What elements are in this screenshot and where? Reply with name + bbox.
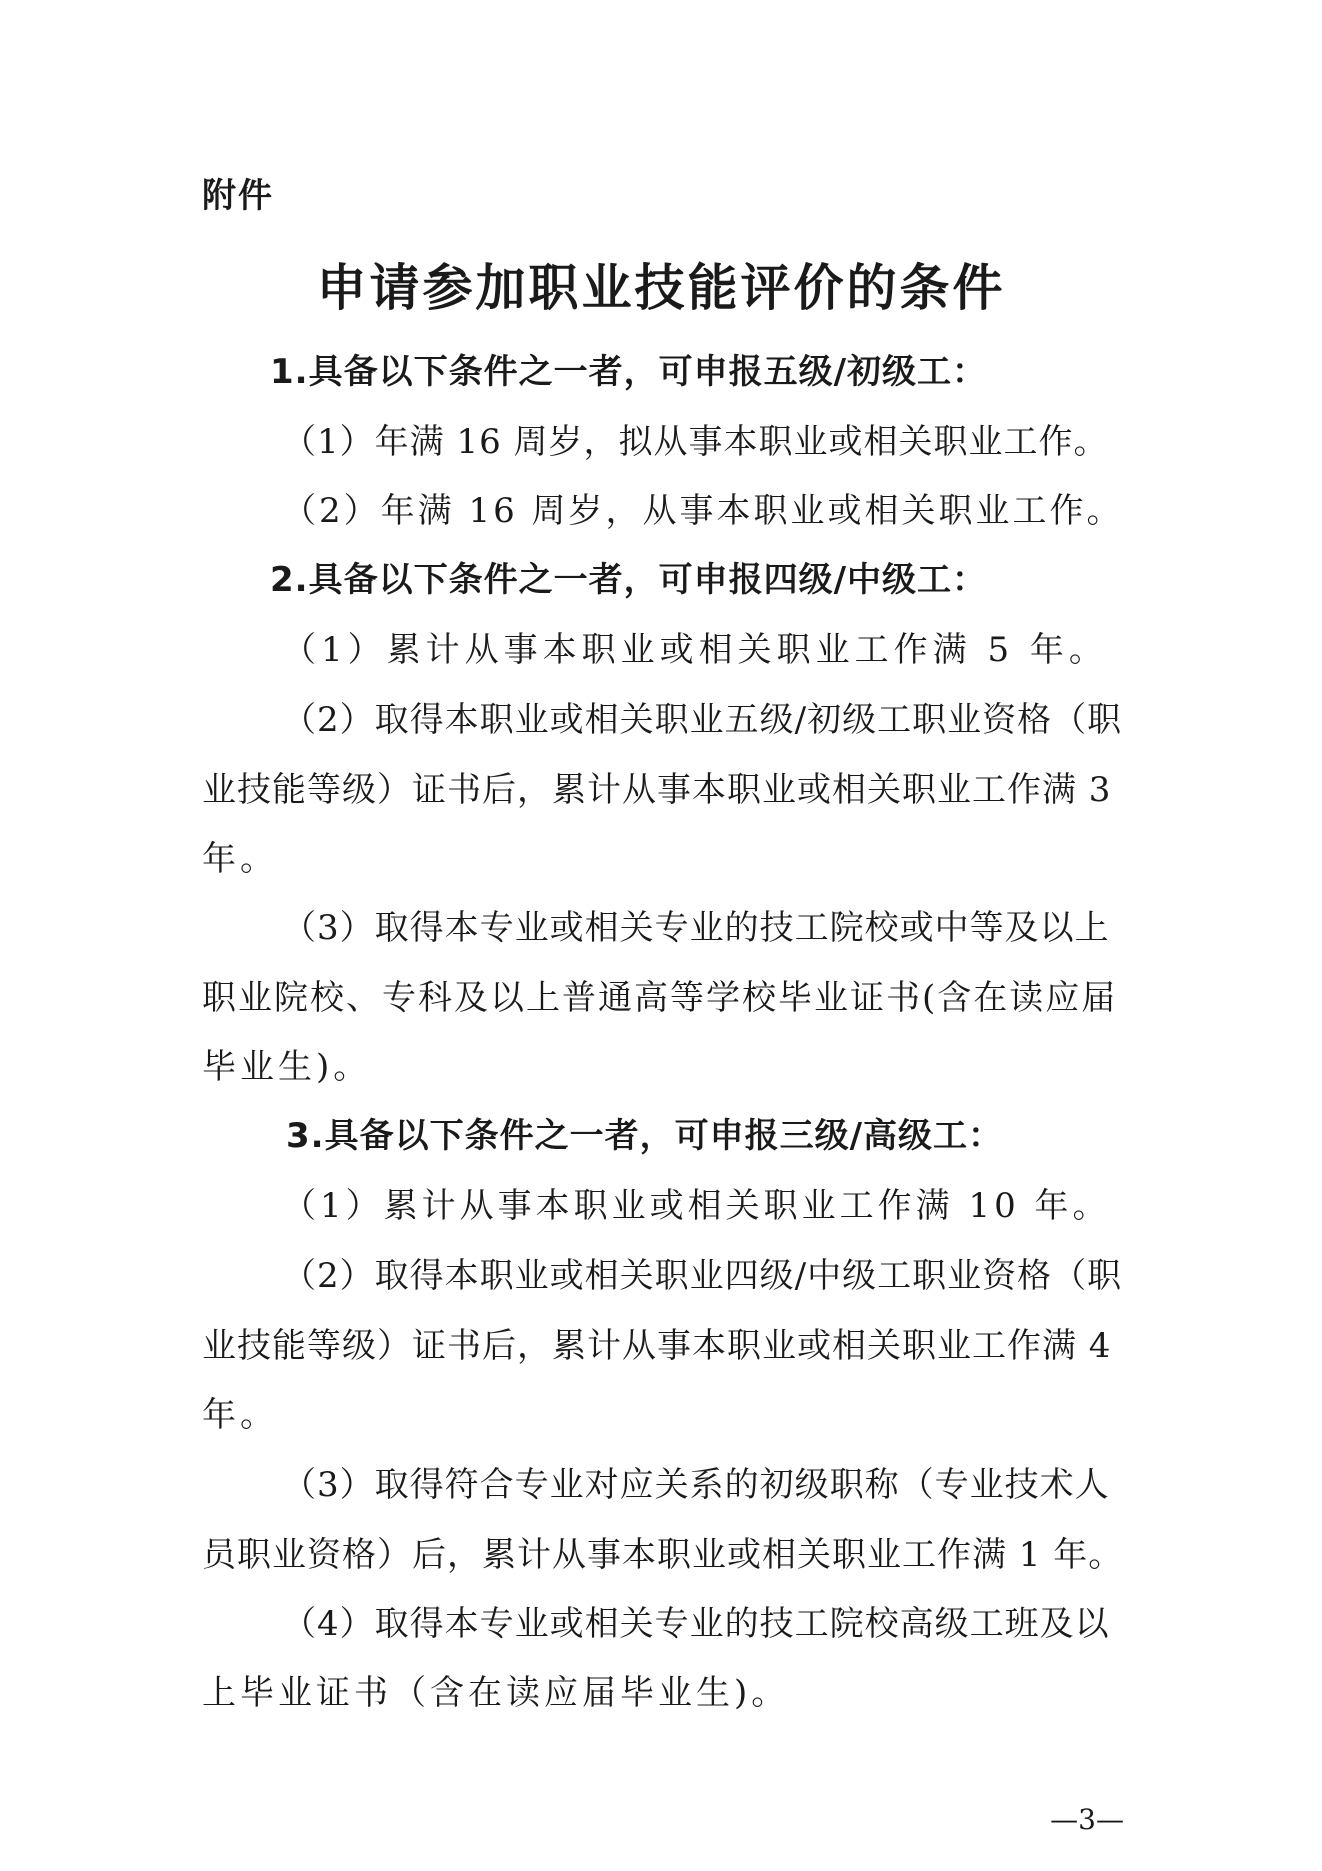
- paragraph-line: 业技能等级）证书后，累计从事本职业或相关职业工作满 3: [202, 770, 1112, 810]
- paragraph-line: （1）累计从事本职业或相关职业工作满 5 年。: [282, 630, 1108, 670]
- paragraph-line: 年。: [202, 839, 278, 879]
- paragraph-line: 年。: [202, 1395, 278, 1435]
- attachment-label: 附件: [202, 176, 274, 216]
- paragraph-line: 员职业资格）后，累计从事本职业或相关职业工作满 1 年。: [202, 1535, 1124, 1575]
- paragraph-line: （2）取得本职业或相关职业五级/初级工职业资格（职: [282, 700, 1123, 740]
- section-heading-level5: 1.具备以下条件之一者，可申报五级/初级工：: [270, 352, 987, 392]
- section-heading-level3: 3.具备以下条件之一者，可申报三级/高级工：: [286, 1116, 1003, 1156]
- paragraph-line: （1）累计从事本职业或相关职业工作满 10 年。: [282, 1186, 1111, 1226]
- document-title: 申请参加职业技能评价的条件: [316, 259, 1006, 317]
- paragraph-line: 上毕业证书（含在读应届毕业生)。: [202, 1673, 790, 1713]
- paragraph-line: 职业院校、专科及以上普通高等学校毕业证书(含在读应届: [202, 978, 1118, 1018]
- paragraph-line: 业技能等级）证书后，累计从事本职业或相关职业工作满 4: [202, 1326, 1112, 1366]
- section-heading-level4: 2.具备以下条件之一者，可申报四级/中级工：: [270, 560, 987, 600]
- paragraph-line: 毕业生)。: [202, 1047, 372, 1087]
- paragraph-line: （3）取得符合专业对应关系的初级职称（专业技术人: [282, 1465, 1110, 1505]
- paragraph-line: （3）取得本专业或相关专业的技工院校或中等及以上: [282, 908, 1110, 948]
- paragraph-line: （1）年满 16 周岁，拟从事本职业或相关职业工作。: [282, 422, 1109, 462]
- paragraph-line: （4）取得本专业或相关专业的技工院校高级工班及以: [282, 1604, 1110, 1644]
- paragraph-line: （2）取得本职业或相关职业四级/中级工职业资格（职: [282, 1256, 1123, 1296]
- paragraph-line: （2）年满 16 周岁，从事本职业或相关职业工作。: [282, 491, 1124, 531]
- page-number: —3—: [1050, 1803, 1124, 1836]
